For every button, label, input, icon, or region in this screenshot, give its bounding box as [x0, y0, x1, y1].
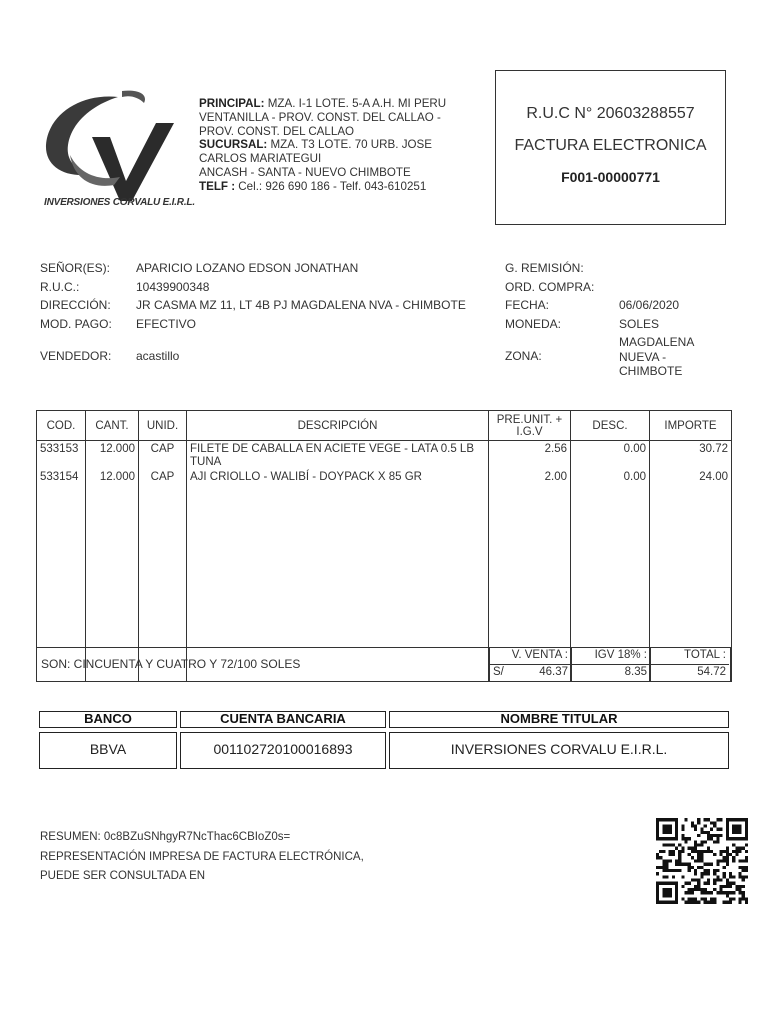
invoice-number: F001-00000771: [561, 169, 660, 185]
zona-value: MAGDALENA NUEVA - CHIMBOTE: [619, 335, 694, 378]
cell-importe: 24.00: [650, 469, 732, 682]
cell-unid: CAP: [139, 441, 187, 470]
header-descripcion: DESCRIPCIÓN: [187, 411, 489, 441]
document-type: FACTURA ELECTRONICA: [514, 137, 707, 154]
igv-value: 8.35: [624, 666, 647, 678]
company-logo: [40, 85, 190, 215]
table-header-row: [37, 411, 732, 441]
zona-label: ZONA:: [505, 349, 542, 363]
bank-header-cuenta: CUENTA BANCARIA: [180, 711, 386, 728]
cell-cod: 533153: [37, 441, 86, 470]
compra-label: ORD. COMPRA:: [505, 280, 595, 294]
cell-cod: 533154: [37, 469, 86, 682]
qr-code: [656, 818, 748, 904]
cell-descripcion: AJI CRIOLLO - WALIBÍ - DOYPACK X 85 GR: [187, 469, 489, 682]
issuer-ruc: R.U.C N° 20603288557: [526, 105, 695, 122]
igv-label: IGV 18% :: [572, 648, 650, 665]
bank-header-titular: NOMBRE TITULAR: [389, 711, 729, 728]
cell-desc: 0.00: [571, 469, 650, 682]
telf-label: TELF :: [199, 179, 236, 193]
vendedor-value: acastillo: [136, 349, 180, 363]
venta-cell: [489, 648, 571, 681]
bank-header-banco: BANCO: [39, 711, 177, 728]
vendedor-label: VENDEDOR:: [40, 349, 112, 363]
amount-in-words: SON: CINCUENTA Y CUATRO Y 72/100 SOLES: [41, 657, 301, 671]
bank-value-cuenta: 001102720100016893: [180, 732, 386, 769]
cell-unid: CAP: [139, 469, 187, 682]
principal-line-2: VENTANILLA - PROV. CONST. DEL CALLAO -: [199, 110, 441, 124]
sucursal-line-1: MZA. T3 LOTE. 70 URB. JOSE: [270, 138, 433, 152]
cell-importe: 30.72: [650, 441, 732, 470]
header-pre-unit: PRE.UNIT. + I.G.V: [489, 411, 571, 441]
ruc-value: 10439900348: [136, 280, 210, 294]
cell-cant: 12.000: [86, 441, 139, 470]
moneda-label: MONEDA:: [505, 317, 562, 331]
currency-symbol: S/: [493, 666, 504, 678]
direccion-value: JR CASMA MZ 11, LT 4B PJ MAGDALENA NVA - CHIMBOTE: [136, 298, 466, 312]
header-desc: DESC.: [571, 411, 650, 441]
cell-pre-unit: 2.00: [489, 469, 571, 682]
bank-value-titular: INVERSIONES CORVALU E.I.R.L.: [389, 732, 729, 769]
header-cant: CANT.: [86, 411, 139, 441]
total-label: TOTAL :: [651, 648, 729, 665]
footer-line-3: PUEDE SER CONSULTADA EN: [40, 870, 206, 882]
senor-value: APARICIO LOZANO EDSON JONATHAN: [136, 261, 359, 275]
sucursal-label: SUCURSAL:: [199, 138, 268, 152]
direccion-label: DIRECCIÓN:: [40, 298, 111, 312]
cell-cant: 12.000: [86, 469, 139, 682]
sucursal-line-3: ANCASH - SANTA - NUEVO CHIMBOTE: [199, 165, 411, 179]
resumen-hash: RESUMEN: 0c8BZuSNhgyR7NcThac6CBIoZ0s=: [40, 831, 291, 843]
remision-label: G. REMISIÓN:: [505, 261, 584, 275]
company-info: [199, 97, 484, 194]
fecha-label: FECHA:: [505, 298, 550, 312]
principal-label: PRINCIPAL:: [199, 97, 265, 110]
totals-row: [36, 647, 731, 682]
venta-label: V. VENTA :: [490, 648, 571, 665]
header-cod: COD.: [37, 411, 86, 441]
modpago-label: MOD. PAGO:: [40, 317, 112, 331]
header-importe: IMPORTE: [650, 411, 732, 441]
principal-line-1: MZA. I-1 LOTE. 5-A A.H. MI PERU: [267, 97, 447, 110]
table-row: [37, 441, 732, 470]
fecha-value: 06/06/2020: [619, 298, 680, 312]
senor-label: SEÑOR(ES):: [40, 261, 111, 275]
principal-line-3: PROV. CONST. DEL CALLAO: [199, 124, 355, 138]
venta-value: 46.37: [539, 666, 568, 678]
ruc-label: R.U.C.:: [40, 280, 80, 294]
telf-value: Cel.: 926 690 186 - Telf. 043-610251: [238, 179, 427, 193]
moneda-value: SOLES: [619, 317, 660, 331]
total-value: 54.72: [697, 666, 726, 678]
invoice-id-box: [495, 70, 726, 225]
bank-value-banco: BBVA: [39, 732, 177, 769]
sucursal-line-2: CARLOS MARIATEGUI: [199, 152, 322, 166]
cell-descripcion: FILETE DE CABALLA EN ACIETE VEGE - LATA 0.5 LB TUNA: [187, 441, 489, 470]
igv-cell: [571, 648, 650, 681]
logo-text: INVERSIONES CORVALU E.I.R.L.: [44, 197, 195, 208]
header-unid: UNID.: [139, 411, 187, 441]
total-cell: [650, 648, 729, 681]
items-table: [36, 410, 732, 682]
cell-pre-unit: 2.56: [489, 441, 571, 470]
cell-desc: 0.00: [571, 441, 650, 470]
footer-line-2: REPRESENTACIÓN IMPRESA DE FACTURA ELECTRÓNICA,: [40, 851, 364, 863]
modpago-value: EFECTIVO: [136, 317, 197, 331]
